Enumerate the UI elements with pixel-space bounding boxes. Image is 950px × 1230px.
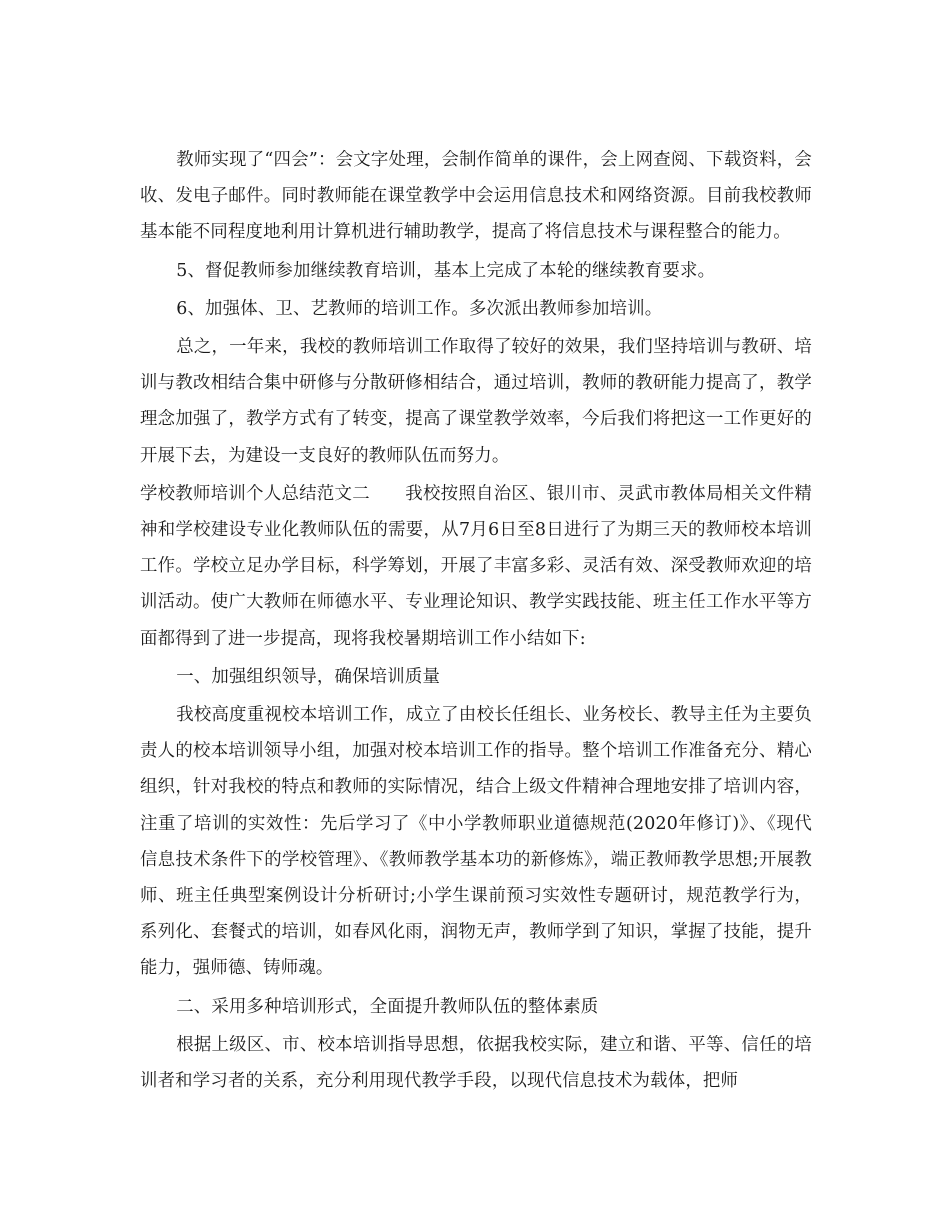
paragraph-article-two-intro: 学校教师培训个人总结范文二 我校按照自治区、银川市、灵武市教体局相关文件精神和学校建设专业化教师队伍的需要，从7月6日至8日进行了为期三天的教师校本培训工作。学校立足办学目标，科学筹划，开展了丰富多彩、灵活有效、深受教师欢迎的培训活动。使广大教师在师德水平、专业理论知识、教学实践技能、班主任工作水平等方面都得到了进一步提高，现将我校暑期培训工作小结如下: [140,483,812,649]
paragraph-item-6: 6、加强体、卫、艺教师的培训工作。多次派出教师参加培训。 [176,298,663,319]
paragraph-training-forms: 根据上级区、市、校本培训指导思想，依据我校实际，建立和谐、平等、信任的培训者和学习者的关系，充分利用现代教学手段，以现代信息技术为载体，把师 [140,1034,812,1092]
paragraph-organization: 我校高度重视校本培训工作，成立了由校长任组长、业务校长、教导主任为主要负责人的校本培训领导小组，加强对校本培训工作的指导。整个培训工作准备充分、精心组织，针对我校的特点和教师的实际情况，结合上级文件精神合理地安排了培训内容，注重了培训的实效性：先后学习了《中小学教师职业道德规范(2020年修订)》、《现代信息技术条件下的学校管理》、《教师教学基本功的新修炼》，端正教师教学思想;开展教师、班主任典型案例设计分析研讨;小学生课前预习实效性专题研讨，规范教学行为，系列化、套餐式的培训，如春风化雨，润物无声，教师学到了知识，掌握了技能，提升能力，强师德、铸师魂。 [140,705,812,979]
paragraph-four-skills: 教师实现了“四会”：会文字处理，会制作简单的课件，会上网查阅、下载资料，会收、发电子邮件。同时教师能在课堂教学中会运用信息技术和网络资源。目前我校教师基本能不同程度地利用计算机进行辅助教学，提高了将信息技术与课程整合的能力。 [140,150,812,243]
paragraph-summary: 总之，一年来，我校的教师培训工作取得了较好的效果，我们坚持培训与教研、培训与教改相结合集中研修与分散研修相结合，通过培训，教师的教研能力提高了，教学理念加强了，教学方式有了转变，提高了课堂教学效率，今后我们将把这一工作更好的开展下去，为建设一支良好的教师队伍而努力。 [140,337,812,466]
paragraph-item-5: 5、督促教师参加继续教育培训，基本上完成了本轮的继续教育要求。 [176,260,716,281]
section-heading-2: 二、采用多种培训形式，全面提升教师队伍的整体素质 [176,996,599,1017]
section-heading-1: 一、加强组织领导，确保培训质量 [176,666,441,687]
document-body [140,142,812,1101]
